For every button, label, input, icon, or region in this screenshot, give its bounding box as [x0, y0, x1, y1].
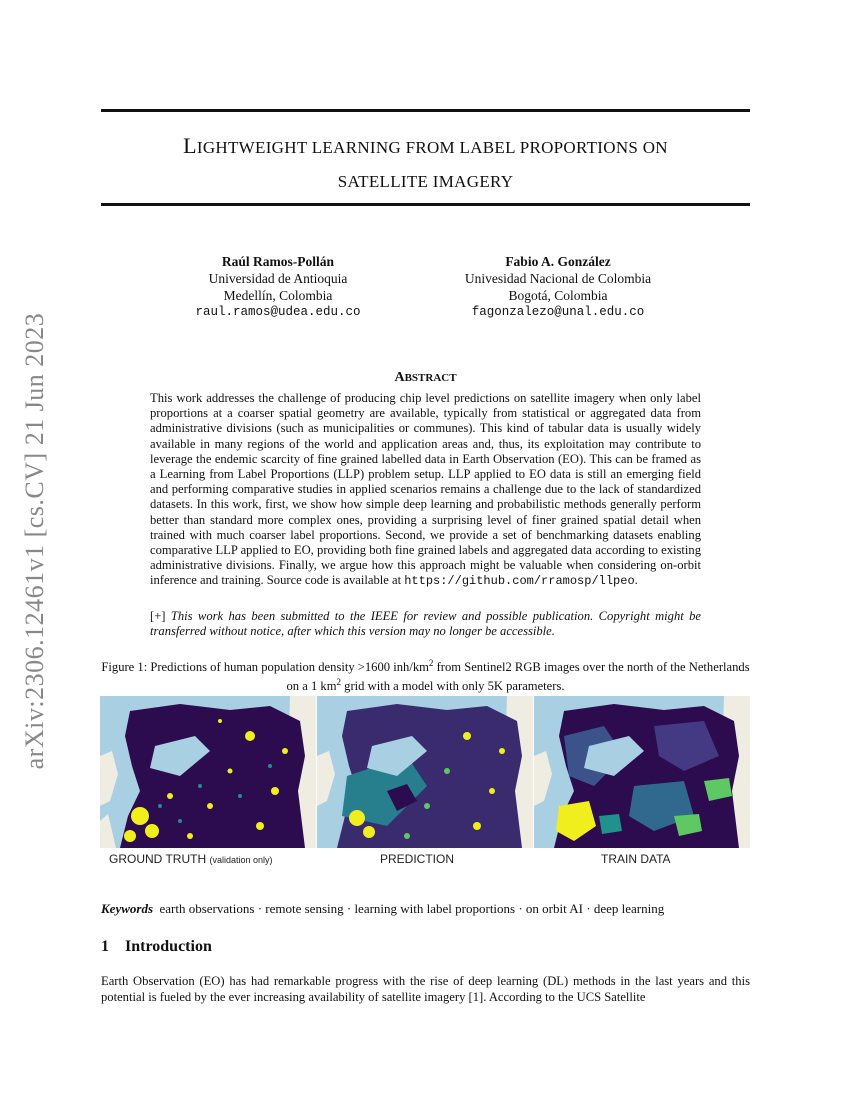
- author-email[interactable]: fagonzalezo@unal.edu.co: [471, 305, 645, 319]
- author-name: Fabio A. González: [505, 254, 611, 269]
- prediction-map: [317, 696, 533, 848]
- panel-label-ground-truth: GROUND TRUTH (validation only): [109, 852, 273, 866]
- author-1: [148, 253, 408, 321]
- paper-title: LIGHTWEIGHT LEARNING FROM LABEL PROPORTIONS ON SATELLITE IMAGERY: [183, 133, 668, 191]
- ground-truth-map: [100, 696, 316, 848]
- figure-caption: Figure 1: Predictions of human population density >1600 inh/$km^2$ from Sentinel2 RGB images over the north of the Netherlands on a 1 $km^2$ grid with a model with only 5K parameters.: [101, 658, 750, 694]
- arxiv-stamp: arXiv:2306.12461v1 [cs.CV] 21 Jun 2023: [20, 312, 49, 770]
- source-code-link[interactable]: https://github.com/rramosp/llpeo: [404, 574, 635, 589]
- panel-label-prediction: PREDICTION: [380, 852, 455, 866]
- submission-note: [+] This work has been submitted to the IEEE for review and possible publication. Copyright might be transferred without notice, after which this version may no longer be accessible.: [150, 609, 701, 639]
- abstract-text: This work addresses the challenge of producing chip level predictions on satellite imagery when only label proportions at a coarser spatial geometry are available, typically from statistical or aggregated data from administrative divisions (such as municipalities or communes). This kind of tabular data is usually widely available in many regions of the world and application areas and, thus, its exploitation may contribute to leverage the endemic scarcity of fine grained labelled data in Earth Observation (EO). This can be framed as a Learning from Label Proportions (LLP) problem setup. LLP applied to EO data is still an emerging field and performing comparative studies in applied scenarios remains a challenge due to the lack of standardized datasets. In this work, first, we show how simple deep learning and probabilistic methods generally perform better than standard more complex ones, providing a surprising level of finer grained spatial detail when trained with much coarser label proportions. Second, we provide a set of benchmarking datasets enabling comparative LLP applied to EO, providing both fine grained labels and aggregated data according to existing administrative divisions. Finally, we argue how this approach might be valuable when considering on-orbit inference and training. Source code is available at https://github.com/rramosp/llpeo.: [150, 391, 701, 589]
- author-affiliation: Universidad de Antioquia: [208, 271, 348, 286]
- panel-label-train-data: TRAIN DATA: [601, 852, 671, 866]
- author-2: [428, 253, 688, 321]
- bottom-rule: [101, 203, 750, 206]
- body-text: Earth Observation (EO) has had remarkable progress with the rise of deep learning (DL) methods in the last years and this potential is fueled by the ever increasing availability of satellite imagery [1]. According to the UCS Satellite: [101, 974, 750, 1004]
- top-rule: [101, 109, 750, 112]
- author-name: Raúl Ramos-Pollán: [221, 254, 335, 269]
- keywords: Keywords earth observations · remote sensing · learning with label proportions · on orbit AI · deep learning: [101, 901, 665, 916]
- figure-1: [100, 696, 750, 848]
- abstract-heading: ABSTRACT: [394, 370, 457, 385]
- author-email[interactable]: raul.ramos@udea.edu.co: [195, 305, 361, 319]
- author-affiliation: Univesidad Nacional de Colombia: [464, 271, 652, 286]
- author-location: Bogotá, Colombia: [508, 288, 608, 303]
- author-location: Medellín, Colombia: [223, 288, 333, 303]
- train-data-map: [534, 696, 750, 848]
- section-heading: 1 Introduction: [101, 938, 212, 955]
